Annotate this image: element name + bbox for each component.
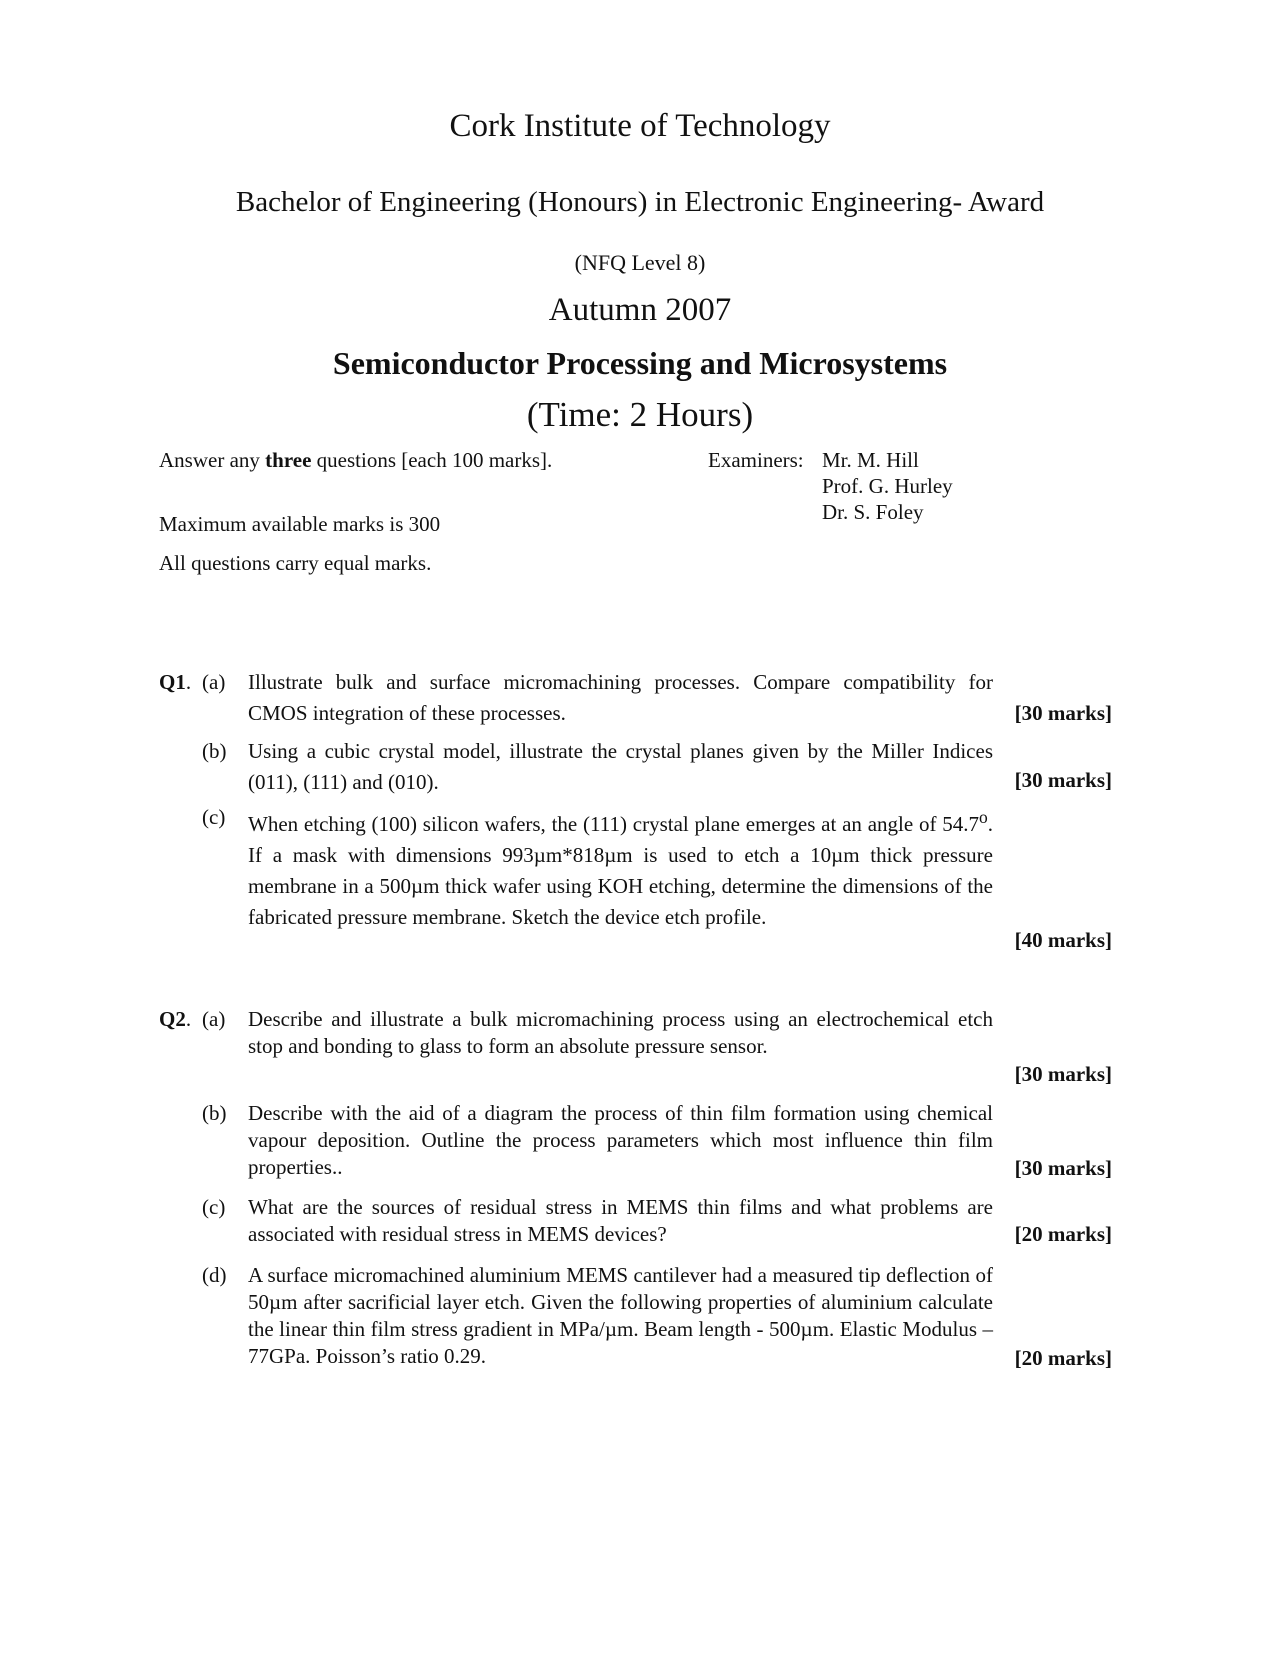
question-number: Q1. — [159, 670, 192, 694]
marks-label: [20 marks] — [1014, 1346, 1112, 1370]
question-number: Q2. — [159, 1007, 192, 1031]
question-text: Describe and illustrate a bulk micromachining process using an electrochemical etch stop and bonding to glass to form an absolute pressure sensor. — [248, 1007, 993, 1058]
part-label: (a) — [202, 1007, 226, 1031]
instruction-max-marks: Maximum available marks is 300 — [159, 512, 441, 536]
examiner-name: Prof. G. Hurley — [822, 474, 953, 498]
question-text: When etching (100) silicon wafers, the (111) crystal plane emerges at an angle of 54.7$^o$. If a mask with dimensions 993µm*818µm is used to etch a 10µm thick pressure membrane in a 500µm thick wafer using KOH etching, determine the dimensions of the fabricated pressure membrane. Sketch the device etch profile. — [248, 807, 993, 929]
programme-title: Bachelor of Engineering (Honours) in Electronic Engineering- Award — [235, 186, 1045, 218]
part-label: (b) — [202, 1101, 227, 1125]
part-label: (b) — [202, 739, 227, 763]
marks-label: [30 marks] — [1014, 768, 1112, 792]
part-label: (c) — [202, 805, 226, 829]
examiners-label: Examiners: — [708, 448, 804, 472]
question-text: Illustrate bulk and surface micromachining processes. Compare compatibility for CMOS integration of these processes. — [248, 670, 993, 725]
examiner-name: Mr. M. Hill — [822, 448, 919, 472]
part-label: (d) — [202, 1263, 227, 1287]
subject-title: Semiconductor Processing and Microsystems — [332, 345, 948, 381]
instruction-answer-count: Answer any three questions [each 100 marks]. — [159, 448, 553, 472]
question-text: What are the sources of residual stress in MEMS thin films and what problems are associated with residual stress in MEMS devices? — [248, 1195, 993, 1246]
marks-label: [40 marks] — [1014, 928, 1112, 952]
instruction-equal-marks: All questions carry equal marks. — [159, 551, 432, 575]
exam-duration: (Time: 2 Hours) — [526, 395, 754, 434]
marks-label: [20 marks] — [1014, 1222, 1112, 1246]
part-label: (a) — [202, 670, 226, 694]
exam-session: Autumn 2007 — [548, 292, 732, 328]
marks-label: [30 marks] — [1014, 701, 1112, 725]
examiners-list — [822, 447, 953, 525]
question-text: A surface micromachined aluminium MEMS cantilever had a measured tip deflection of 50µm after sacrificial layer etch. Given the following properties of aluminium calculate the linear thin film stress gradient in MPa/µm. Beam length - 500µm. Elastic Modulus – 77GPa. Poisson’s ratio 0.29. — [248, 1263, 993, 1368]
nfq-level: (NFQ Level 8) — [574, 250, 706, 275]
question-text: Using a cubic crystal model, illustrate the crystal planes given by the Miller Indices (011), (111) and (010). — [248, 739, 993, 794]
examiner-name: Dr. S. Foley — [822, 500, 924, 524]
institution-name: Cork Institute of Technology — [449, 108, 831, 144]
marks-label: [30 marks] — [1014, 1062, 1112, 1086]
question-text: Describe with the aid of a diagram the process of thin film formation using chemical vapour deposition. Outline the process parameters which most influence thin film properties.. — [248, 1101, 993, 1179]
part-label: (c) — [202, 1195, 226, 1219]
marks-label: [30 marks] — [1014, 1156, 1112, 1180]
